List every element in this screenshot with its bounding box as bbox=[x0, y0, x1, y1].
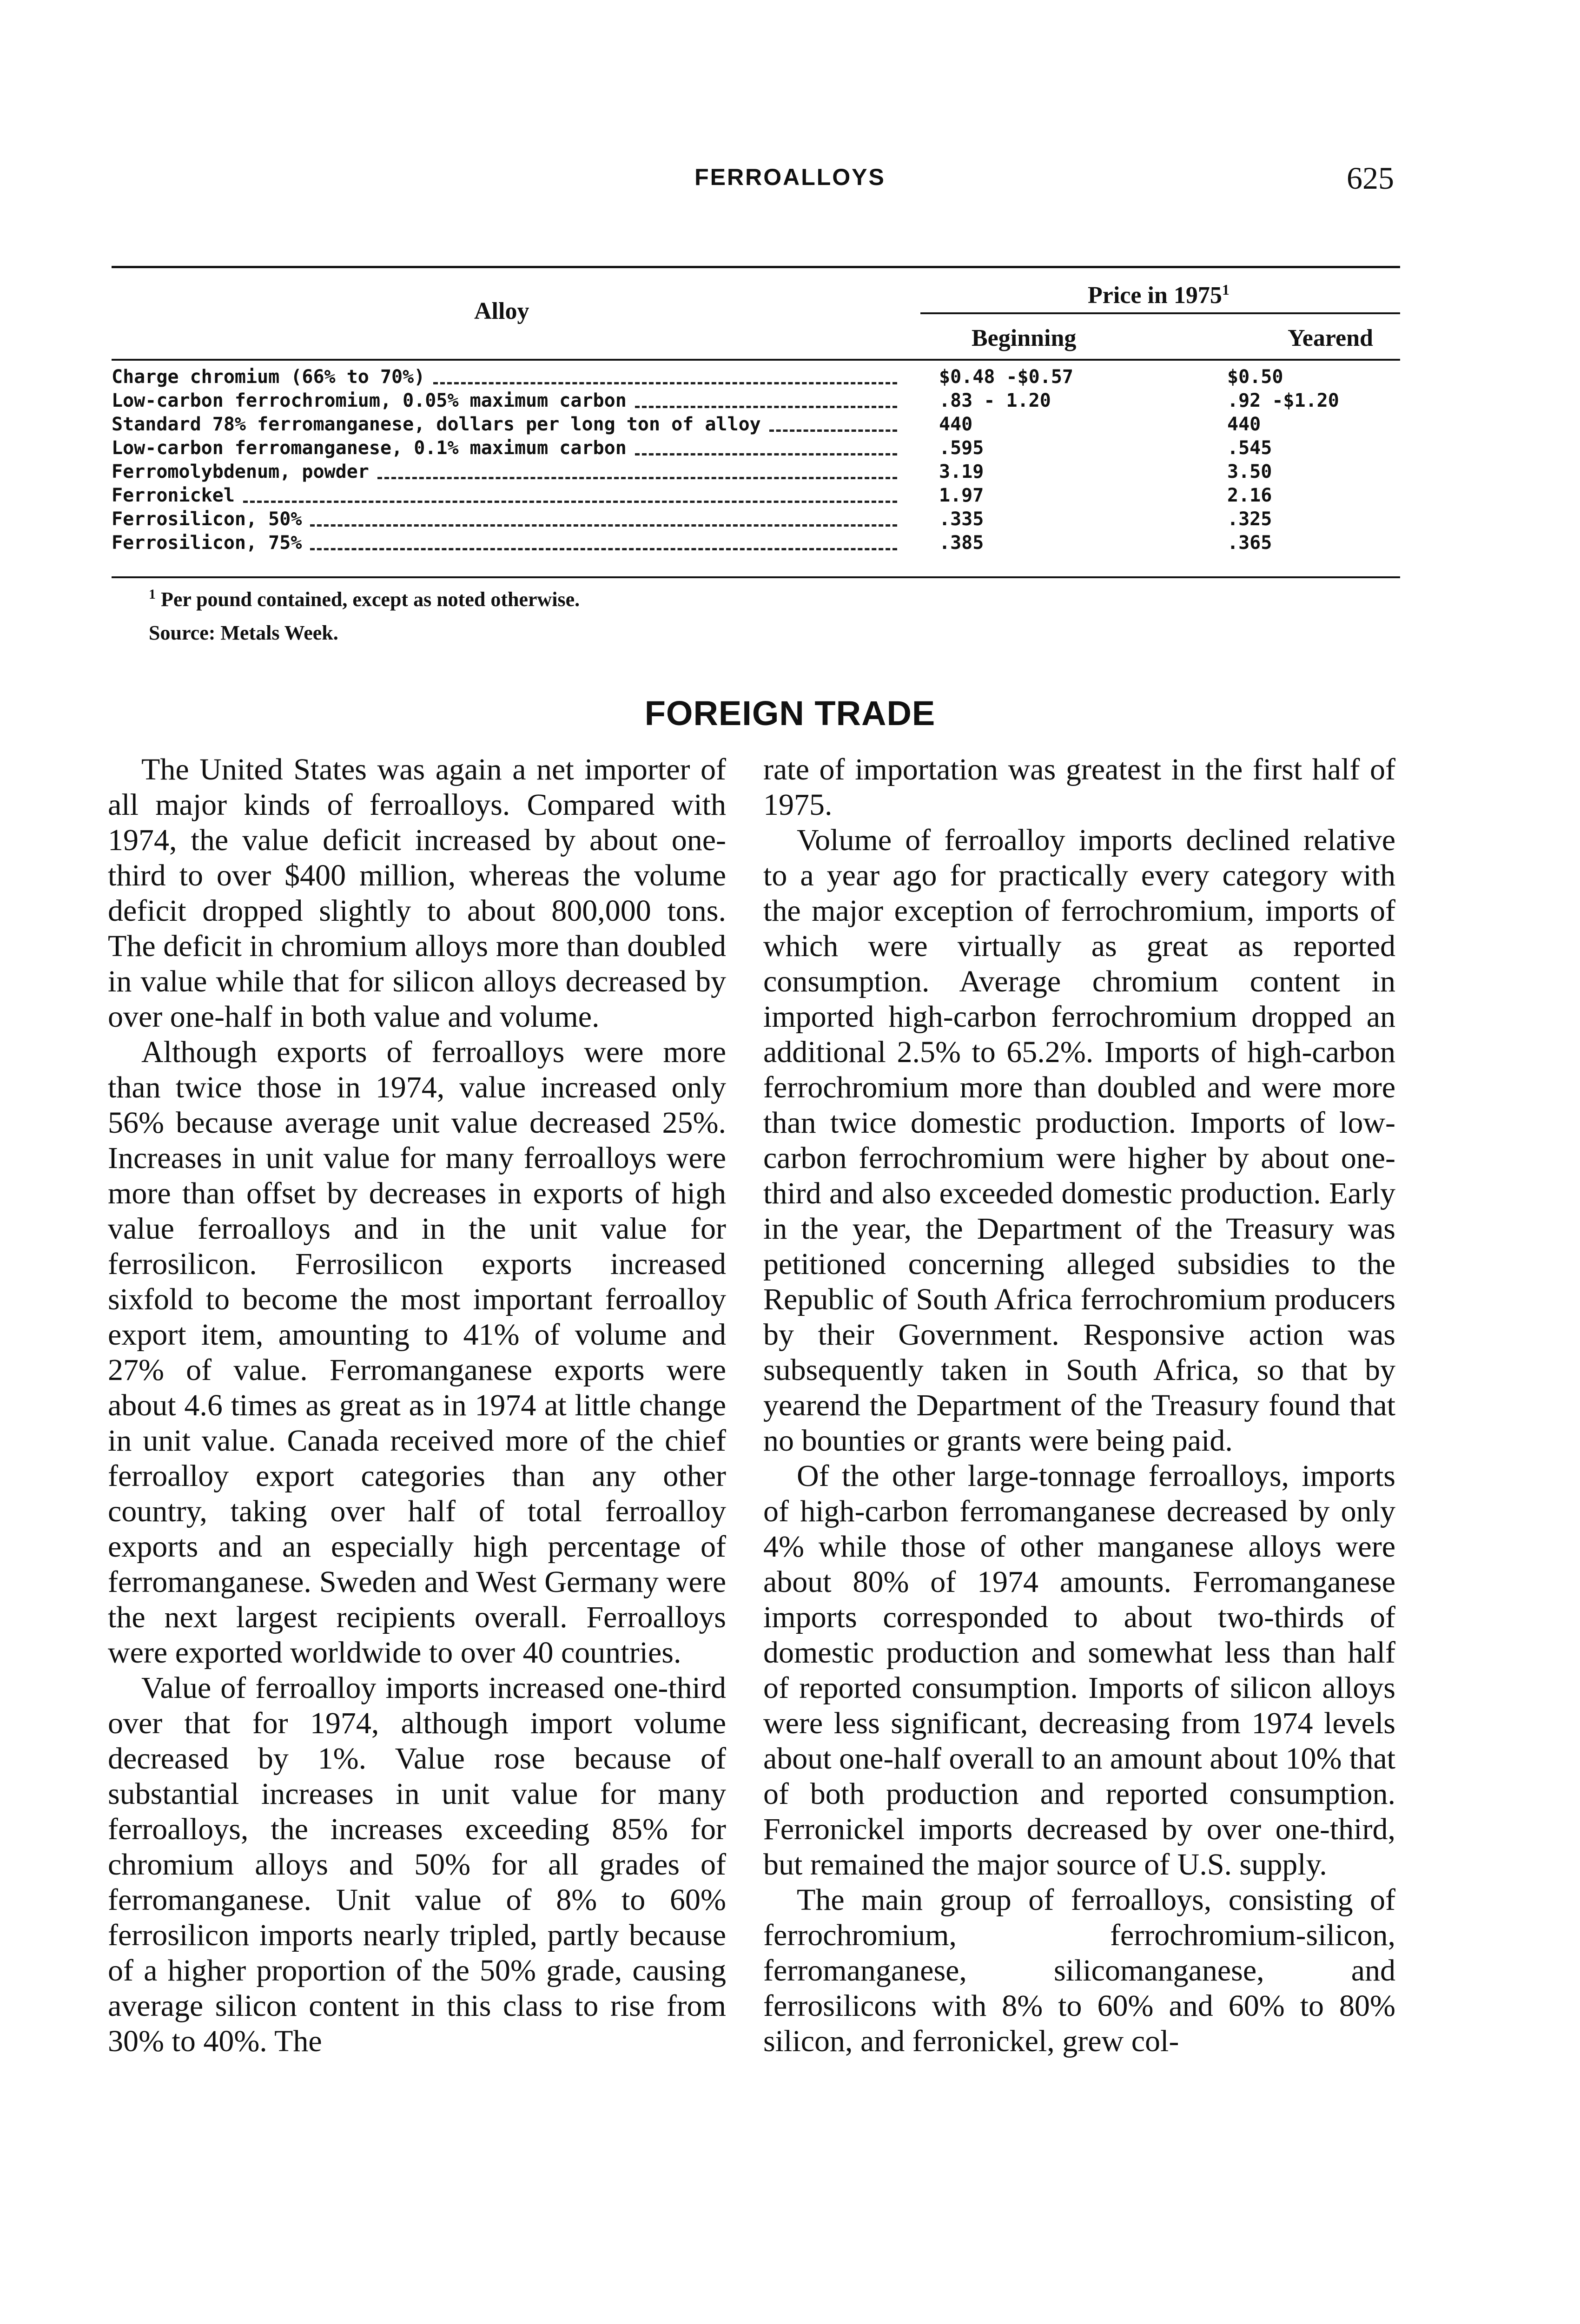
beginning-price-cell: .83 - 1.20 bbox=[939, 390, 1051, 411]
dot-leader bbox=[635, 406, 897, 408]
alloy-cell bbox=[112, 436, 902, 460]
yearend-price-cell: .92 -$1.20 bbox=[1227, 390, 1339, 411]
table-row bbox=[112, 508, 1400, 531]
alloy-name: Ferronickel bbox=[112, 485, 235, 506]
table-row bbox=[112, 460, 1400, 484]
dot-leader bbox=[310, 548, 897, 550]
header-price-label: Price in 1975 bbox=[1088, 282, 1222, 309]
alloy-name: Standard 78% ferromanganese, dollars per long ton of alloy bbox=[112, 414, 761, 435]
beginning-price-cell: 3.19 bbox=[939, 461, 984, 482]
alloy-name: Low-carbon ferromanganese, 0.1% maximum carbon bbox=[112, 437, 627, 459]
alloy-cell bbox=[112, 531, 902, 555]
alloy-name: Charge chromium (66% to 70%) bbox=[112, 366, 425, 388]
table-row bbox=[112, 436, 1400, 460]
right-column bbox=[763, 752, 1395, 2059]
alloy-cell bbox=[112, 413, 902, 436]
beginning-price-cell: .335 bbox=[939, 508, 984, 530]
yearend-price-cell: .325 bbox=[1227, 508, 1272, 530]
table-row bbox=[112, 531, 1400, 555]
right-paragraph: The main group of ferroalloys, consisting of ferrochromium, ferrochromium-silicon, ferromanganese, silicomanganese, and ferrosilicons with 8% to 60% and 60% to 80% silicon, and ferronickel, grew col- bbox=[763, 1883, 1395, 2058]
header-price bbox=[1088, 278, 1230, 307]
left-column bbox=[108, 752, 726, 2059]
alloy-cell bbox=[112, 365, 902, 389]
footnote-marker: 1 bbox=[149, 587, 156, 602]
dot-leader bbox=[433, 382, 897, 384]
yearend-price-cell: 3.50 bbox=[1227, 461, 1272, 482]
table-row bbox=[112, 365, 1400, 389]
table-row bbox=[112, 389, 1400, 413]
dot-leader bbox=[243, 501, 897, 503]
alloy-cell bbox=[112, 460, 902, 484]
right-paragraph-continuation: rate of importation was greatest in the first half of 1975. bbox=[763, 753, 1395, 822]
running-head bbox=[0, 160, 1580, 201]
yearend-price-cell: .545 bbox=[1227, 437, 1272, 459]
header-sub-rule bbox=[920, 312, 1400, 314]
table-source: Source: Metals Week. bbox=[149, 621, 338, 644]
alloy-cell bbox=[112, 484, 902, 508]
table-bottom-rule bbox=[112, 576, 1400, 578]
yearend-price-cell: 440 bbox=[1227, 414, 1261, 435]
dot-leader bbox=[310, 524, 897, 527]
table-row bbox=[112, 413, 1400, 436]
alloy-name: Low-carbon ferrochromium, 0.05% maximum carbon bbox=[112, 390, 627, 411]
section-heading: FOREIGN TRADE bbox=[644, 694, 936, 733]
header-price-note: 1 bbox=[1222, 281, 1230, 298]
yearend-price-cell: 2.16 bbox=[1227, 485, 1272, 506]
table-top-rule bbox=[112, 266, 1400, 268]
header-alloy: Alloy bbox=[474, 298, 529, 324]
beginning-price-cell: .385 bbox=[939, 532, 984, 554]
footnote-text: Per pound contained, except as noted otherwise. bbox=[161, 588, 580, 611]
page-number: 625 bbox=[1347, 160, 1394, 196]
alloy-cell bbox=[112, 508, 902, 531]
alloy-name: Ferrosilicon, 50% bbox=[112, 508, 302, 530]
alloy-cell bbox=[112, 389, 902, 413]
right-paragraph: Of the other large-tonnage ferroalloys, imports of high-carbon ferromanganese decreased by only 4% while those of other manganese alloys were about 80% of 1974 amounts. Ferromanganese imports corresponded to about two-thirds of domestic production and somewhat less than half of reported consumption. Imports of silicon alloys were less significant, decreasing from 1974 levels about one-half overall to an amount about 10% that of both production and reported consumption. Ferronickel imports decreased by over one-third, but remained the major source of U.S. supply. bbox=[763, 1459, 1395, 1882]
table-row bbox=[112, 484, 1400, 508]
dot-leader bbox=[769, 429, 897, 432]
yearend-price-cell: .365 bbox=[1227, 532, 1272, 554]
dot-leader bbox=[377, 477, 897, 479]
beginning-price-cell: 1.97 bbox=[939, 485, 984, 506]
header-bottom-rule bbox=[112, 359, 1400, 361]
beginning-price-cell: 440 bbox=[939, 414, 973, 435]
left-paragraph: Although exports of ferroalloys were more than twice those in 1974, value increased only 56% because average unit value decreased 25%. Increases in unit value for many ferroalloys were more than offset by decreases in exports of high value ferroalloys and in the unit value for ferrosilicon. Ferrosilicon exports increased sixfold to become the most important ferroalloy export item, amounting to 41% of volume and 27% of value. Ferromanganese exports were about 4.6 times as great as in 1974 at little change in unit value. Canada received more of the chief ferroalloy export categories than any other country, taking over half of total ferroalloy exports and an especially high percentage of ferromanganese. Sweden and West Germany were the next largest recipients overall. Ferroalloys were exported worldwide to over 40 countries. bbox=[108, 1035, 726, 1670]
running-title: FERROALLOYS bbox=[694, 164, 886, 190]
alloy-name: Ferromolybdenum, powder bbox=[112, 461, 369, 482]
beginning-price-cell: .595 bbox=[939, 437, 984, 459]
header-yearend: Yearend bbox=[1288, 325, 1373, 351]
right-paragraph: Volume of ferroalloy imports declined relative to a year ago for practically every category with the major exception of ferrochromium, imports of which were virtually as great as reported consumption. Average chromium content in imported high-carbon ferrochromium dropped an additional 2.5% to 65.2%. Imports of high-carbon ferrochromium more than doubled and were more than twice domestic production. Imports of low-carbon ferrochromium were higher by about one-third and also exceeded domestic production. Early in the year, the Department of the Treasury was petitioned concerning alleged subsidies to the Republic of South Africa ferrochromium producers by their Government. Responsive action was subsequently taken in South Africa, so that by yearend the Department of the Treasury found that no bounties or grants were being paid. bbox=[763, 823, 1395, 1458]
left-paragraph: Value of ferroalloy imports increased one-third over that for 1974, although import volume decreased by 1%. Value rose because of substantial increases in unit value for many ferroalloys, the increases exceeding 85% for chromium alloys and 50% for all grades of ferromanganese. Unit value of 8% to 60% ferrosilicon imports nearly tripled, partly because of a higher proportion of the 50% grade, causing average silicon content in this class to rise from 30% to 40%. The bbox=[108, 1671, 726, 2058]
table-footnote bbox=[149, 587, 580, 611]
beginning-price-cell: $0.48 -$0.57 bbox=[939, 366, 1073, 388]
yearend-price-cell: $0.50 bbox=[1227, 366, 1283, 388]
dot-leader bbox=[635, 453, 897, 456]
left-paragraph: The United States was again a net importer of all major kinds of ferroalloys. Compared with 1974, the value deficit increased by about one-third to over $400 million, whereas the volume deficit dropped slightly to about 800,000 tons. The deficit in chromium alloys more than doubled in value while that for silicon alloys decreased by over one-half in both value and volume. bbox=[108, 753, 726, 1034]
header-beginning: Beginning bbox=[972, 325, 1077, 351]
alloy-name: Ferrosilicon, 75% bbox=[112, 532, 302, 554]
